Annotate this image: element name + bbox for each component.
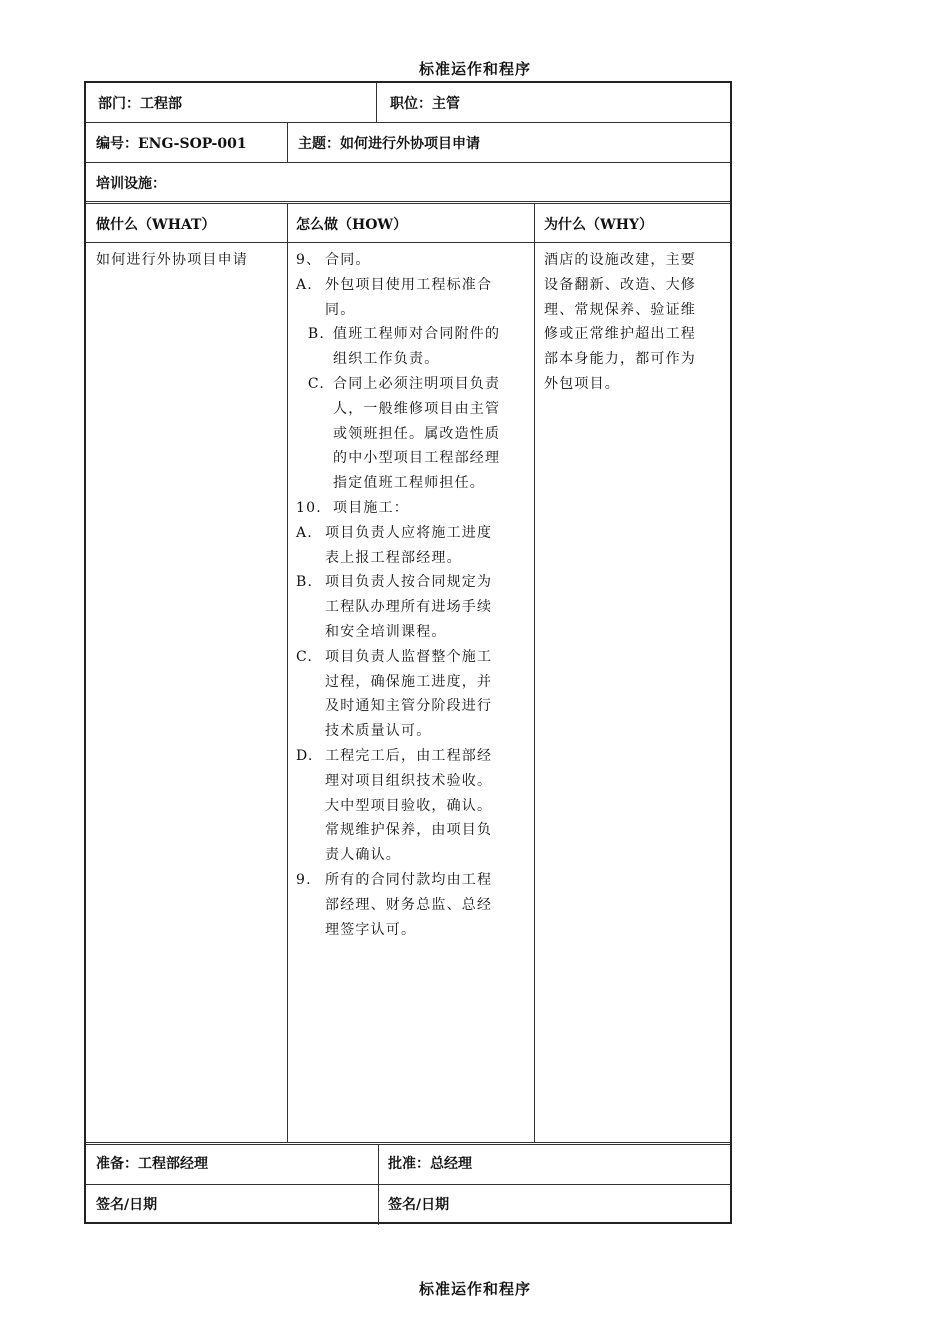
how-step-line — [296, 471, 528, 496]
how-step-text: 和安全培训课程。 — [325, 623, 447, 640]
how-step-line — [296, 818, 528, 843]
page-header-title: 标准运作和程序 — [418, 60, 531, 78]
how-step-line — [296, 744, 528, 769]
position-field: 职位：主管 — [390, 96, 460, 112]
how-step-line — [296, 298, 528, 323]
how-step-line — [296, 620, 528, 645]
why-text-line: 外包项目。 — [544, 375, 620, 392]
column-header-why: 为什么（WHY） — [544, 217, 653, 233]
divider — [376, 83, 377, 122]
divider — [86, 201, 730, 204]
how-step-marker: C. — [307, 375, 325, 392]
how-step-text: 或领班担任。属改造性质 — [333, 425, 501, 442]
how-step-text: 表上报工程部经理。 — [325, 549, 462, 566]
how-step-line — [296, 422, 528, 447]
how-step-marker — [296, 546, 325, 571]
department-field: 部门：工程部 — [98, 96, 182, 112]
how-step-text: 组织工作负责。 — [333, 351, 440, 368]
how-step-line — [296, 595, 528, 620]
how-step-text: 指定值班工程师担任。 — [333, 475, 485, 492]
why-text-line: 修或正常维护超出工程 — [544, 326, 696, 343]
how-step-text: 的中小型项目工程部经理 — [333, 450, 501, 467]
how-step-marker — [296, 918, 325, 943]
how-step-marker — [296, 595, 325, 620]
column-header-how: 怎么做（HOW） — [296, 217, 408, 233]
what-text: 如何进行外协项目申请 — [96, 252, 248, 268]
how-step-text: 项目负责人按合同规定为 — [325, 574, 493, 591]
why-text-line: 部本身能力，都可作为 — [544, 351, 696, 368]
divider — [287, 203, 288, 1143]
how-step-line — [296, 843, 528, 868]
divider — [86, 122, 730, 123]
how-step-marker — [296, 347, 333, 372]
how-step-marker — [296, 893, 325, 918]
why-explanation — [544, 248, 728, 397]
how-step-text: 理签字认可。 — [325, 921, 417, 938]
document-number: 编号：ENG-SOP-001 — [96, 136, 247, 152]
how-step-text: 理对项目组织技术验收。 — [325, 772, 493, 789]
how-step-text: 工程完工后，由工程部经 — [325, 747, 493, 764]
how-step-text: 同。 — [325, 301, 356, 318]
how-step-text: 项目负责人监督整个施工 — [325, 648, 493, 665]
how-step-text: 外包项目使用工程标准合 — [325, 276, 493, 293]
how-step-line — [296, 719, 528, 744]
how-step-text: 人，一般维修项目由主管 — [333, 400, 501, 417]
how-step-line — [296, 570, 528, 595]
how-step-line — [296, 893, 528, 918]
how-step-marker — [296, 298, 325, 323]
how-step-marker — [296, 769, 325, 794]
how-step-line — [296, 794, 528, 819]
how-step-line — [296, 769, 528, 794]
how-step-marker: C. — [296, 648, 314, 665]
how-step-line — [296, 347, 528, 372]
signature-date-right: 签名/日期 — [388, 1197, 450, 1213]
divider — [86, 1184, 730, 1185]
how-step-marker — [296, 397, 333, 422]
how-step-text: 工程队办理所有进场手续 — [325, 599, 493, 616]
how-step-line — [296, 918, 528, 943]
divider — [378, 1145, 379, 1225]
how-step-marker: D. — [296, 747, 314, 764]
how-step-text: 合同上必须注明项目负责 — [333, 375, 501, 392]
how-step-marker — [296, 446, 333, 471]
why-text-line: 酒店的设施改建，主要 — [544, 252, 696, 268]
how-step-line — [296, 322, 528, 347]
how-step-text: 过程，确保施工进度，并 — [325, 673, 493, 690]
how-step-marker — [296, 471, 333, 496]
how-step-text: 合同。 — [325, 252, 371, 268]
how-step-line — [296, 397, 528, 422]
how-step-text: 项目施工： — [333, 499, 409, 516]
how-step-marker — [296, 818, 325, 843]
column-header-what: 做什么（WHAT） — [96, 217, 216, 233]
how-step-line — [296, 546, 528, 571]
how-step-marker — [296, 620, 325, 645]
how-step-marker: 9. — [296, 871, 312, 888]
how-step-marker: B. — [307, 326, 325, 343]
why-text-line: 设备翻新、改造、大修 — [544, 276, 696, 293]
prepared-by-field: 准备：工程部经理 — [96, 1156, 208, 1172]
how-step-text: 部经理、财务总监、总经 — [325, 896, 493, 913]
divider — [287, 122, 288, 162]
divider — [86, 242, 730, 243]
how-step-marker — [296, 422, 333, 447]
divider — [86, 1142, 730, 1145]
divider — [534, 203, 535, 1143]
signature-date-left: 签名/日期 — [96, 1197, 158, 1213]
how-step-text: 技术质量认可。 — [325, 723, 432, 740]
how-step-marker — [296, 694, 325, 719]
how-step-line — [296, 670, 528, 695]
how-step-text: 常规维护保养，由项目负 — [325, 822, 493, 839]
how-step-text: 及时通知主管分阶段进行 — [325, 698, 493, 715]
how-step-line — [296, 273, 528, 298]
how-step-line — [296, 248, 528, 273]
how-step-marker: B. — [296, 574, 314, 591]
how-step-marker — [296, 794, 325, 819]
training-facilities: 培训设施： — [96, 176, 166, 192]
why-text-line: 理、常规保养、验证维 — [544, 301, 696, 318]
divider — [86, 162, 730, 163]
how-step-line — [296, 496, 528, 521]
how-step-marker: 9、 — [296, 252, 322, 268]
how-step-marker — [296, 670, 325, 695]
how-step-line — [296, 372, 528, 397]
sop-form-table — [84, 81, 732, 1224]
page-footer-title: 标准运作和程序 — [418, 1280, 531, 1298]
approved-by-field: 批准：总经理 — [388, 1156, 472, 1172]
how-step-line — [296, 446, 528, 471]
how-step-marker — [296, 843, 325, 868]
how-step-text: 所有的合同付款均由工程 — [325, 871, 493, 888]
how-step-line — [296, 868, 528, 893]
how-step-text: 大中型项目验收，确认。 — [325, 797, 493, 814]
how-step-marker — [296, 719, 325, 744]
how-step-line — [296, 521, 528, 546]
subject-field: 主题：如何进行外协项目申请 — [298, 136, 480, 152]
how-step-line — [296, 645, 528, 670]
how-step-line — [296, 694, 528, 719]
how-steps-list — [296, 248, 528, 942]
how-step-text: 值班工程师对合同附件的 — [333, 326, 501, 343]
how-step-text: 责人确认。 — [325, 847, 401, 864]
how-step-text: 项目负责人应将施工进度 — [325, 524, 493, 541]
how-step-marker: A. — [296, 276, 313, 293]
how-step-marker: A. — [296, 524, 313, 541]
how-step-marker: 10. — [296, 499, 322, 516]
